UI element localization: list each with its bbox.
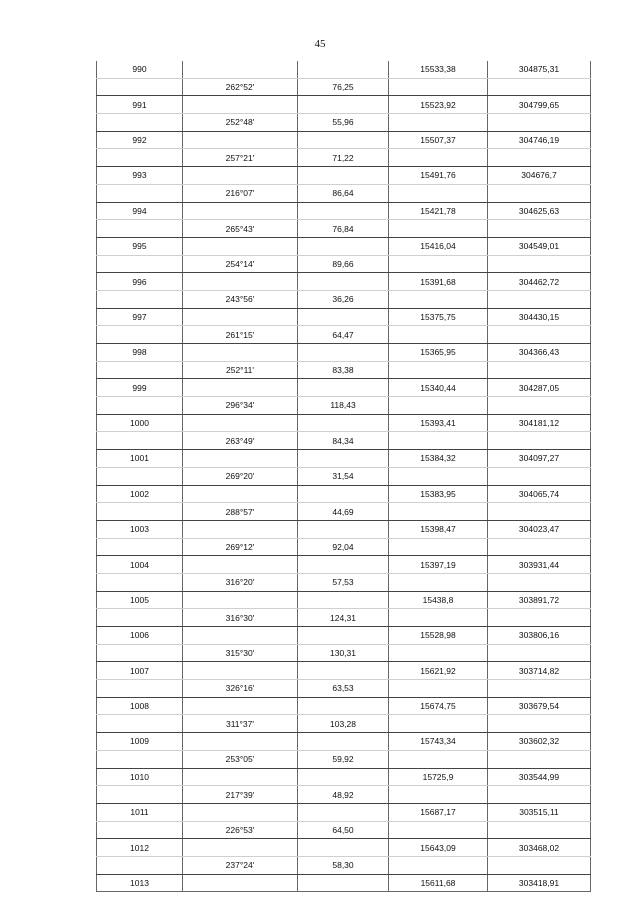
segment-length-cell bbox=[298, 803, 389, 821]
point-number-cell: 990 bbox=[97, 61, 183, 78]
point-number-cell: 997 bbox=[97, 308, 183, 326]
segment-row bbox=[97, 856, 591, 874]
point-number-cell: 994 bbox=[97, 202, 183, 220]
segment-row bbox=[97, 467, 591, 485]
segment-row bbox=[97, 680, 591, 698]
point-row bbox=[97, 874, 591, 892]
direction-angle-cell bbox=[183, 627, 298, 645]
direction-angle-cell: 296°34' bbox=[183, 397, 298, 415]
segment-row bbox=[97, 573, 591, 591]
point-number-cell: 1007 bbox=[97, 662, 183, 680]
segment-row bbox=[97, 644, 591, 662]
direction-angle-cell bbox=[183, 273, 298, 291]
point-number-cell bbox=[97, 78, 183, 96]
direction-angle-cell: 263°49' bbox=[183, 432, 298, 450]
direction-angle-cell bbox=[183, 379, 298, 397]
x-coordinate-cell: 15397,19 bbox=[389, 556, 488, 574]
point-row bbox=[97, 450, 591, 468]
point-row bbox=[97, 308, 591, 326]
segment-row bbox=[97, 184, 591, 202]
segment-length-cell: 55,96 bbox=[298, 114, 389, 132]
segment-length-cell bbox=[298, 520, 389, 538]
point-row bbox=[97, 96, 591, 114]
point-number-cell bbox=[97, 290, 183, 308]
point-number-cell: 1002 bbox=[97, 485, 183, 503]
y-coordinate-cell: 303679,54 bbox=[488, 697, 591, 715]
x-coordinate-cell bbox=[389, 715, 488, 733]
x-coordinate-cell: 15340,44 bbox=[389, 379, 488, 397]
direction-angle-cell bbox=[183, 167, 298, 185]
direction-angle-cell bbox=[183, 556, 298, 574]
page-number: 45 bbox=[314, 38, 326, 50]
segment-length-cell bbox=[298, 591, 389, 609]
point-row bbox=[97, 662, 591, 680]
segment-length-cell: 57,53 bbox=[298, 573, 389, 591]
segment-length-cell bbox=[298, 308, 389, 326]
segment-length-cell: 71,22 bbox=[298, 149, 389, 167]
direction-angle-cell bbox=[183, 237, 298, 255]
x-coordinate-cell: 15611,68 bbox=[389, 874, 488, 892]
point-number-cell bbox=[97, 326, 183, 344]
x-coordinate-cell: 15384,32 bbox=[389, 450, 488, 468]
x-coordinate-cell bbox=[389, 786, 488, 804]
point-number-cell bbox=[97, 538, 183, 556]
point-row bbox=[97, 520, 591, 538]
point-number-cell: 1001 bbox=[97, 450, 183, 468]
direction-angle-cell bbox=[183, 839, 298, 857]
point-row bbox=[97, 344, 591, 362]
y-coordinate-cell bbox=[488, 821, 591, 839]
y-coordinate-cell bbox=[488, 432, 591, 450]
segment-length-cell bbox=[298, 450, 389, 468]
segment-length-cell: 76,25 bbox=[298, 78, 389, 96]
point-row bbox=[97, 167, 591, 185]
y-coordinate-cell bbox=[488, 750, 591, 768]
segment-row bbox=[97, 220, 591, 238]
y-coordinate-cell: 303418,91 bbox=[488, 874, 591, 892]
direction-angle-cell bbox=[183, 874, 298, 892]
direction-angle-cell: 288°57' bbox=[183, 503, 298, 521]
direction-angle-cell: 252°11' bbox=[183, 361, 298, 379]
y-coordinate-cell: 304097,27 bbox=[488, 450, 591, 468]
direction-angle-cell: 257°21' bbox=[183, 149, 298, 167]
point-number-cell bbox=[97, 680, 183, 698]
x-coordinate-cell bbox=[389, 78, 488, 96]
segment-row bbox=[97, 750, 591, 768]
segment-length-cell: 64,50 bbox=[298, 821, 389, 839]
direction-angle-cell: 265°43' bbox=[183, 220, 298, 238]
direction-angle-cell: 253°05' bbox=[183, 750, 298, 768]
point-row bbox=[97, 414, 591, 432]
y-coordinate-cell: 304625,63 bbox=[488, 202, 591, 220]
x-coordinate-cell: 15528,98 bbox=[389, 627, 488, 645]
x-coordinate-cell bbox=[389, 538, 488, 556]
segment-row bbox=[97, 432, 591, 450]
x-coordinate-cell bbox=[389, 290, 488, 308]
y-coordinate-cell: 304462,72 bbox=[488, 273, 591, 291]
x-coordinate-cell: 15533,38 bbox=[389, 61, 488, 78]
segment-length-cell: 76,84 bbox=[298, 220, 389, 238]
point-row bbox=[97, 202, 591, 220]
y-coordinate-cell bbox=[488, 326, 591, 344]
x-coordinate-cell bbox=[389, 644, 488, 662]
x-coordinate-cell bbox=[389, 750, 488, 768]
x-coordinate-cell: 15438,8 bbox=[389, 591, 488, 609]
direction-angle-cell: 311°37' bbox=[183, 715, 298, 733]
coordinates-table-body bbox=[97, 61, 591, 892]
direction-angle-cell: 316°30' bbox=[183, 609, 298, 627]
x-coordinate-cell bbox=[389, 361, 488, 379]
y-coordinate-cell bbox=[488, 220, 591, 238]
y-coordinate-cell: 303468,02 bbox=[488, 839, 591, 857]
x-coordinate-cell bbox=[389, 184, 488, 202]
direction-angle-cell bbox=[183, 803, 298, 821]
point-row bbox=[97, 591, 591, 609]
segment-length-cell: 64,47 bbox=[298, 326, 389, 344]
y-coordinate-cell: 304746,19 bbox=[488, 131, 591, 149]
segment-length-cell: 124,31 bbox=[298, 609, 389, 627]
segment-length-cell bbox=[298, 839, 389, 857]
x-coordinate-cell: 15398,47 bbox=[389, 520, 488, 538]
point-row bbox=[97, 803, 591, 821]
point-number-cell: 1006 bbox=[97, 627, 183, 645]
x-coordinate-cell bbox=[389, 432, 488, 450]
point-row bbox=[97, 733, 591, 751]
direction-angle-cell: 252°48' bbox=[183, 114, 298, 132]
segment-length-cell: 130,31 bbox=[298, 644, 389, 662]
point-number-cell bbox=[97, 361, 183, 379]
segment-row bbox=[97, 255, 591, 273]
x-coordinate-cell: 15523,92 bbox=[389, 96, 488, 114]
point-row bbox=[97, 379, 591, 397]
point-number-cell bbox=[97, 503, 183, 521]
segment-length-cell: 89,66 bbox=[298, 255, 389, 273]
y-coordinate-cell bbox=[488, 573, 591, 591]
segment-row bbox=[97, 149, 591, 167]
point-number-cell bbox=[97, 432, 183, 450]
segment-length-cell: 36,26 bbox=[298, 290, 389, 308]
x-coordinate-cell bbox=[389, 503, 488, 521]
x-coordinate-cell bbox=[389, 821, 488, 839]
direction-angle-cell bbox=[183, 96, 298, 114]
direction-angle-cell: 269°12' bbox=[183, 538, 298, 556]
segment-length-cell: 58,30 bbox=[298, 856, 389, 874]
segment-length-cell bbox=[298, 167, 389, 185]
point-number-cell bbox=[97, 609, 183, 627]
segment-length-cell: 63,53 bbox=[298, 680, 389, 698]
x-coordinate-cell: 15507,37 bbox=[389, 131, 488, 149]
point-number-cell bbox=[97, 114, 183, 132]
x-coordinate-cell: 15365,95 bbox=[389, 344, 488, 362]
x-coordinate-cell: 15416,04 bbox=[389, 237, 488, 255]
x-coordinate-cell: 15687,17 bbox=[389, 803, 488, 821]
y-coordinate-cell: 303806,16 bbox=[488, 627, 591, 645]
direction-angle-cell: 262°52' bbox=[183, 78, 298, 96]
x-coordinate-cell: 15421,78 bbox=[389, 202, 488, 220]
point-number-cell: 1012 bbox=[97, 839, 183, 857]
segment-row bbox=[97, 114, 591, 132]
segment-row bbox=[97, 361, 591, 379]
x-coordinate-cell bbox=[389, 326, 488, 344]
direction-angle-cell: 315°30' bbox=[183, 644, 298, 662]
x-coordinate-cell: 15643,09 bbox=[389, 839, 488, 857]
y-coordinate-cell: 303515,11 bbox=[488, 803, 591, 821]
y-coordinate-cell: 304181,12 bbox=[488, 414, 591, 432]
x-coordinate-cell: 15725,9 bbox=[389, 768, 488, 786]
direction-angle-cell bbox=[183, 697, 298, 715]
segment-length-cell bbox=[298, 131, 389, 149]
y-coordinate-cell bbox=[488, 255, 591, 273]
point-number-cell bbox=[97, 786, 183, 804]
point-number-cell: 1010 bbox=[97, 768, 183, 786]
segment-row bbox=[97, 821, 591, 839]
point-row bbox=[97, 273, 591, 291]
y-coordinate-cell: 304023,47 bbox=[488, 520, 591, 538]
direction-angle-cell bbox=[183, 414, 298, 432]
direction-angle-cell bbox=[183, 733, 298, 751]
x-coordinate-cell: 15391,68 bbox=[389, 273, 488, 291]
point-row bbox=[97, 237, 591, 255]
segment-length-cell bbox=[298, 556, 389, 574]
direction-angle-cell bbox=[183, 768, 298, 786]
segment-length-cell: 44,69 bbox=[298, 503, 389, 521]
point-number-cell: 1009 bbox=[97, 733, 183, 751]
point-number-cell bbox=[97, 715, 183, 733]
x-coordinate-cell bbox=[389, 856, 488, 874]
y-coordinate-cell: 304287,05 bbox=[488, 379, 591, 397]
y-coordinate-cell: 304065,74 bbox=[488, 485, 591, 503]
direction-angle-cell bbox=[183, 131, 298, 149]
segment-length-cell: 83,38 bbox=[298, 361, 389, 379]
segment-length-cell: 118,43 bbox=[298, 397, 389, 415]
point-row bbox=[97, 627, 591, 645]
point-number-cell bbox=[97, 397, 183, 415]
segment-row bbox=[97, 290, 591, 308]
direction-angle-cell: 269°20' bbox=[183, 467, 298, 485]
y-coordinate-cell bbox=[488, 397, 591, 415]
point-number-cell: 993 bbox=[97, 167, 183, 185]
x-coordinate-cell: 15383,95 bbox=[389, 485, 488, 503]
segment-row bbox=[97, 78, 591, 96]
segment-length-cell bbox=[298, 485, 389, 503]
segment-length-cell bbox=[298, 344, 389, 362]
point-number-cell: 1008 bbox=[97, 697, 183, 715]
segment-row bbox=[97, 326, 591, 344]
direction-angle-cell: 326°16' bbox=[183, 680, 298, 698]
point-row bbox=[97, 839, 591, 857]
point-number-cell bbox=[97, 856, 183, 874]
point-number-cell bbox=[97, 184, 183, 202]
segment-row bbox=[97, 503, 591, 521]
y-coordinate-cell: 304875,31 bbox=[488, 61, 591, 78]
segment-length-cell: 31,54 bbox=[298, 467, 389, 485]
x-coordinate-cell: 15375,75 bbox=[389, 308, 488, 326]
point-number-cell bbox=[97, 149, 183, 167]
point-row bbox=[97, 485, 591, 503]
segment-row bbox=[97, 715, 591, 733]
direction-angle-cell bbox=[183, 662, 298, 680]
x-coordinate-cell bbox=[389, 220, 488, 238]
y-coordinate-cell: 304549,01 bbox=[488, 237, 591, 255]
segment-length-cell bbox=[298, 379, 389, 397]
direction-angle-cell: 243°56' bbox=[183, 290, 298, 308]
direction-angle-cell bbox=[183, 308, 298, 326]
segment-length-cell bbox=[298, 414, 389, 432]
y-coordinate-cell bbox=[488, 715, 591, 733]
segment-length-cell bbox=[298, 768, 389, 786]
y-coordinate-cell: 303891,72 bbox=[488, 591, 591, 609]
segment-length-cell bbox=[298, 61, 389, 78]
direction-angle-cell: 254°14' bbox=[183, 255, 298, 273]
y-coordinate-cell bbox=[488, 503, 591, 521]
direction-angle-cell bbox=[183, 485, 298, 503]
direction-angle-cell bbox=[183, 520, 298, 538]
segment-length-cell bbox=[298, 662, 389, 680]
point-number-cell: 998 bbox=[97, 344, 183, 362]
direction-angle-cell: 226°53' bbox=[183, 821, 298, 839]
point-number-cell: 1013 bbox=[97, 874, 183, 892]
segment-row bbox=[97, 538, 591, 556]
y-coordinate-cell: 304366,43 bbox=[488, 344, 591, 362]
x-coordinate-cell bbox=[389, 467, 488, 485]
direction-angle-cell bbox=[183, 61, 298, 78]
point-number-cell: 991 bbox=[97, 96, 183, 114]
segment-length-cell: 59,92 bbox=[298, 750, 389, 768]
point-number-cell bbox=[97, 644, 183, 662]
x-coordinate-cell bbox=[389, 680, 488, 698]
x-coordinate-cell bbox=[389, 114, 488, 132]
segment-length-cell bbox=[298, 733, 389, 751]
y-coordinate-cell bbox=[488, 78, 591, 96]
point-number-cell: 1003 bbox=[97, 520, 183, 538]
x-coordinate-cell bbox=[389, 149, 488, 167]
x-coordinate-cell: 15491,76 bbox=[389, 167, 488, 185]
y-coordinate-cell bbox=[488, 680, 591, 698]
segment-length-cell bbox=[298, 874, 389, 892]
segment-length-cell: 48,92 bbox=[298, 786, 389, 804]
x-coordinate-cell bbox=[389, 255, 488, 273]
segment-length-cell bbox=[298, 237, 389, 255]
point-number-cell: 996 bbox=[97, 273, 183, 291]
segment-length-cell: 92,04 bbox=[298, 538, 389, 556]
x-coordinate-cell: 15621,92 bbox=[389, 662, 488, 680]
segment-row bbox=[97, 609, 591, 627]
point-number-cell bbox=[97, 255, 183, 273]
segment-length-cell bbox=[298, 273, 389, 291]
y-coordinate-cell bbox=[488, 467, 591, 485]
segment-row bbox=[97, 786, 591, 804]
y-coordinate-cell bbox=[488, 290, 591, 308]
point-row bbox=[97, 556, 591, 574]
y-coordinate-cell bbox=[488, 644, 591, 662]
direction-angle-cell: 217°39' bbox=[183, 786, 298, 804]
point-number-cell: 1004 bbox=[97, 556, 183, 574]
segment-row bbox=[97, 397, 591, 415]
segment-length-cell bbox=[298, 202, 389, 220]
point-row bbox=[97, 61, 591, 78]
y-coordinate-cell: 304676,7 bbox=[488, 167, 591, 185]
point-number-cell bbox=[97, 573, 183, 591]
point-row bbox=[97, 131, 591, 149]
y-coordinate-cell: 303544,99 bbox=[488, 768, 591, 786]
point-number-cell: 1000 bbox=[97, 414, 183, 432]
y-coordinate-cell bbox=[488, 149, 591, 167]
y-coordinate-cell bbox=[488, 609, 591, 627]
direction-angle-cell: 216°07' bbox=[183, 184, 298, 202]
point-number-cell: 995 bbox=[97, 237, 183, 255]
point-number-cell: 992 bbox=[97, 131, 183, 149]
y-coordinate-cell bbox=[488, 786, 591, 804]
x-coordinate-cell: 15674,75 bbox=[389, 697, 488, 715]
point-number-cell bbox=[97, 750, 183, 768]
y-coordinate-cell: 304430,15 bbox=[488, 308, 591, 326]
point-row bbox=[97, 768, 591, 786]
y-coordinate-cell: 303714,82 bbox=[488, 662, 591, 680]
point-number-cell: 1005 bbox=[97, 591, 183, 609]
coordinates-table bbox=[96, 61, 591, 892]
segment-length-cell bbox=[298, 627, 389, 645]
y-coordinate-cell bbox=[488, 184, 591, 202]
point-number-cell bbox=[97, 220, 183, 238]
direction-angle-cell bbox=[183, 591, 298, 609]
y-coordinate-cell bbox=[488, 856, 591, 874]
x-coordinate-cell bbox=[389, 573, 488, 591]
x-coordinate-cell: 15393,41 bbox=[389, 414, 488, 432]
y-coordinate-cell: 303602,32 bbox=[488, 733, 591, 751]
direction-angle-cell bbox=[183, 344, 298, 362]
x-coordinate-cell bbox=[389, 397, 488, 415]
segment-length-cell bbox=[298, 697, 389, 715]
segment-length-cell: 84,34 bbox=[298, 432, 389, 450]
y-coordinate-cell bbox=[488, 114, 591, 132]
direction-angle-cell: 316°20' bbox=[183, 573, 298, 591]
direction-angle-cell: 261°15' bbox=[183, 326, 298, 344]
y-coordinate-cell: 304799,65 bbox=[488, 96, 591, 114]
x-coordinate-cell: 15743,34 bbox=[389, 733, 488, 751]
point-row bbox=[97, 697, 591, 715]
direction-angle-cell: 237°24' bbox=[183, 856, 298, 874]
y-coordinate-cell bbox=[488, 361, 591, 379]
direction-angle-cell bbox=[183, 202, 298, 220]
y-coordinate-cell: 303931,44 bbox=[488, 556, 591, 574]
point-number-cell: 999 bbox=[97, 379, 183, 397]
x-coordinate-cell bbox=[389, 609, 488, 627]
point-number-cell bbox=[97, 821, 183, 839]
point-number-cell: 1011 bbox=[97, 803, 183, 821]
direction-angle-cell bbox=[183, 450, 298, 468]
y-coordinate-cell bbox=[488, 538, 591, 556]
segment-length-cell: 103,28 bbox=[298, 715, 389, 733]
point-number-cell bbox=[97, 467, 183, 485]
segment-length-cell: 86,64 bbox=[298, 184, 389, 202]
segment-length-cell bbox=[298, 96, 389, 114]
